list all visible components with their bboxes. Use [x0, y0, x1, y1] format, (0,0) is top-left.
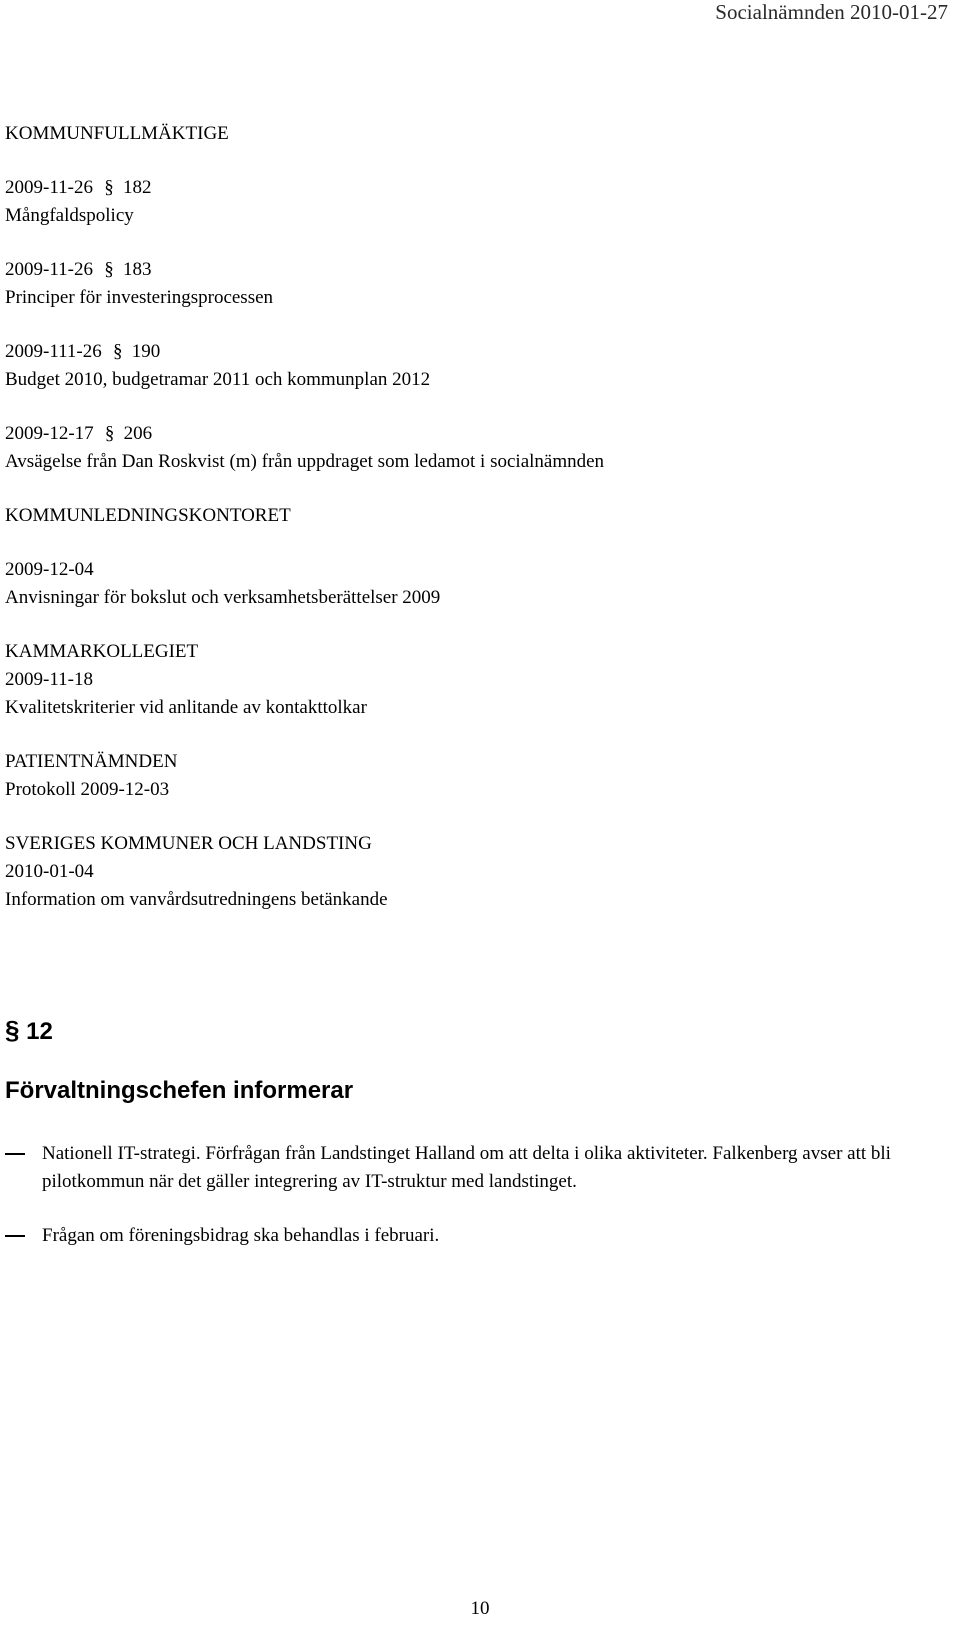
section-number: 12 — [26, 1018, 53, 1045]
kk-item — [5, 638, 955, 722]
kf-item-3-title: Budget 2010, budgetramar 2011 och kommunplan 2012 — [5, 369, 431, 390]
skl-heading: SVERIGES KOMMUNER OCH LANDSTING — [5, 833, 372, 854]
kf-item-3-ref — [5, 338, 955, 366]
kl-item — [5, 556, 955, 612]
section-title: Förvaltningschefen informerar — [5, 1077, 354, 1104]
skl-title: Information om vanvårdsutredningens betänkande — [5, 889, 388, 910]
list-item — [5, 1222, 960, 1250]
bullet-list — [5, 1140, 960, 1276]
kf-item-2-ref — [5, 256, 955, 284]
kl-heading: KOMMUNLEDNINGSKONTORET — [5, 505, 291, 526]
kf-item-4-date: 2009-12-17 — [5, 423, 94, 444]
kf-item-4 — [5, 420, 955, 476]
kf-item-3 — [5, 338, 955, 394]
kf-item-4-title: Avsägelse från Dan Roskvist (m) från uppdraget som ledamot i socialnämnden — [5, 451, 605, 472]
skl-date: 2010-01-04 — [5, 861, 94, 882]
kf-item-1-ref — [5, 174, 955, 202]
pn-title: Protokoll 2009-12-03 — [5, 779, 170, 800]
dash-bullet-icon — [5, 1235, 25, 1237]
kf-item-1-date: 2009-11-26 — [5, 177, 93, 198]
pn-heading: PATIENTNÄMNDEN — [5, 751, 178, 772]
kf-heading: KOMMUNFULLMÄKTIGE — [5, 123, 229, 144]
document-body — [5, 120, 955, 940]
kk-date: 2009-11-18 — [5, 669, 93, 690]
kl-date: 2009-12-04 — [5, 559, 94, 580]
section-sign-icon: § — [104, 423, 115, 444]
kk-heading: KAMMARKOLLEGIET — [5, 641, 199, 662]
section-heading — [5, 1015, 53, 1046]
kf-item-1-title: Mångfaldspolicy — [5, 205, 134, 226]
section-sign-icon: § — [104, 177, 114, 198]
list-item-text: Nationell IT-strategi. Förfrågan från Landstinget Halland om att delta i olika aktiviteter. Falkenberg avser att bli pilotkommun när det gäller integrering av IT-struktur med landstinget. — [42, 1143, 891, 1192]
kk-title: Kvalitetskriterier vid anlitande av kontakttolkar — [5, 697, 367, 718]
kf-item-2-title: Principer för investeringsprocessen — [5, 287, 274, 308]
section-sign-icon: § — [104, 259, 114, 280]
dash-bullet-icon — [5, 1153, 25, 1155]
kf-item-3-date: 2009-111-26 — [5, 341, 102, 362]
kf-item-1 — [5, 174, 955, 230]
kf-item-2-date: 2009-11-26 — [5, 259, 93, 280]
page-header: Socialnämnden 2010-01-27 — [715, 0, 948, 24]
section-sign-icon: § — [5, 1015, 20, 1045]
kf-item-3-number: 190 — [131, 341, 161, 362]
kf-item-1-number: 182 — [122, 177, 152, 198]
page-number: 10 — [470, 1598, 490, 1619]
kf-block — [5, 120, 955, 148]
pn-item — [5, 748, 955, 804]
kl-heading-block — [5, 502, 955, 530]
kf-item-4-number: 206 — [123, 423, 153, 444]
kf-item-2-number: 183 — [122, 259, 152, 280]
kf-item-2 — [5, 256, 955, 312]
kf-item-4-ref — [5, 420, 955, 448]
list-item — [5, 1140, 960, 1196]
section-sign-icon: § — [113, 341, 123, 362]
skl-item — [5, 830, 955, 914]
kl-title: Anvisningar för bokslut och verksamhetsberättelser 2009 — [5, 587, 441, 608]
list-item-text: Frågan om föreningsbidrag ska behandlas i februari. — [42, 1225, 440, 1246]
